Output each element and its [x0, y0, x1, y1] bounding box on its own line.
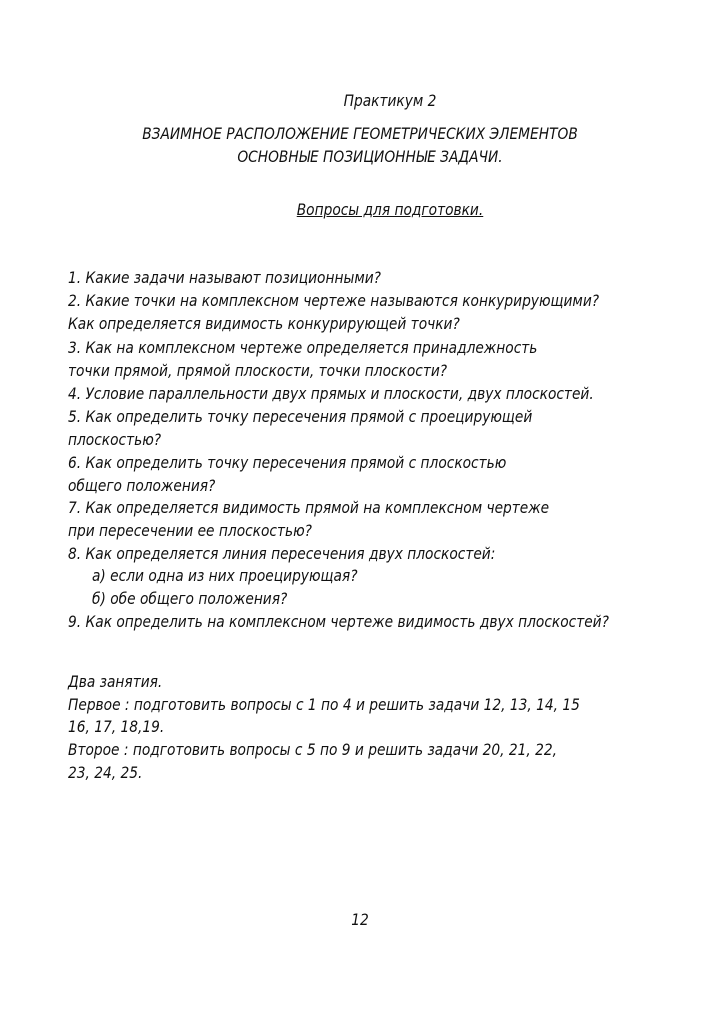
question-line: 1. Какие задачи называют позиционными? [68, 268, 381, 287]
sessions-line: Второе : подготовить вопросы с 5 по 9 и решить задачи 20, 21, 22, [68, 740, 557, 759]
page-number: 12 [351, 910, 369, 929]
question-line: при пересечении ее плоскостью? [68, 521, 312, 540]
question-line: 2. Какие точки на комплексном чертеже называются конкурирующими? [68, 291, 600, 310]
question-line: 8. Как определяется линия пересечения двух плоскостей: [68, 544, 496, 563]
question-line: 3. Как на комплексном чертеже определяется принадлежность [68, 338, 538, 357]
question-line: общего положения? [68, 476, 216, 495]
question-line: 7. Как определяется видимость прямой на комплексном чертеже [68, 498, 550, 517]
question-line: 9. Как определить на комплексном чертеже видимость двух плоскостей? [68, 612, 609, 631]
sessions-line: Первое : подготовить вопросы с 1 по 4 и решить задачи 12, 13, 14, 15 [68, 695, 580, 714]
sessions-line: Два занятия. [68, 672, 163, 691]
question-line: Как определяется видимость конкурирующей точки? [68, 314, 460, 333]
questions-heading: Вопросы для подготовки. [296, 200, 484, 219]
question-line: 5. Как определить точку пересечения прямой с проецирующей [68, 407, 533, 426]
question-line: 4. Условие параллельности двух прямых и плоскости, двух плоскостей. [68, 384, 594, 403]
question-subitem: б) обе общего положения? [92, 589, 288, 608]
question-line: 6. Как определить точку пересечения прямой с плоскостью [68, 453, 507, 472]
question-line: точки прямой, прямой плоскости, точки плоскости? [68, 361, 448, 380]
practicum-label: Практикум 2 [343, 91, 437, 110]
sessions-line: 16, 17, 18,19. [68, 717, 165, 736]
sessions-line: 23, 24, 25. [68, 763, 143, 782]
question-subitem: а) если одна из них проецирующая? [92, 566, 358, 585]
title-line-2: ОСНОВНЫЕ ПОЗИЦИОННЫЕ ЗАДАЧИ. [237, 147, 503, 166]
title-line-1: ВЗАИМНОЕ РАСПОЛОЖЕНИЕ ГЕОМЕТРИЧЕСКИХ ЭЛЕМЕНТОВ [142, 124, 578, 143]
question-line: плоскостью? [68, 430, 162, 449]
